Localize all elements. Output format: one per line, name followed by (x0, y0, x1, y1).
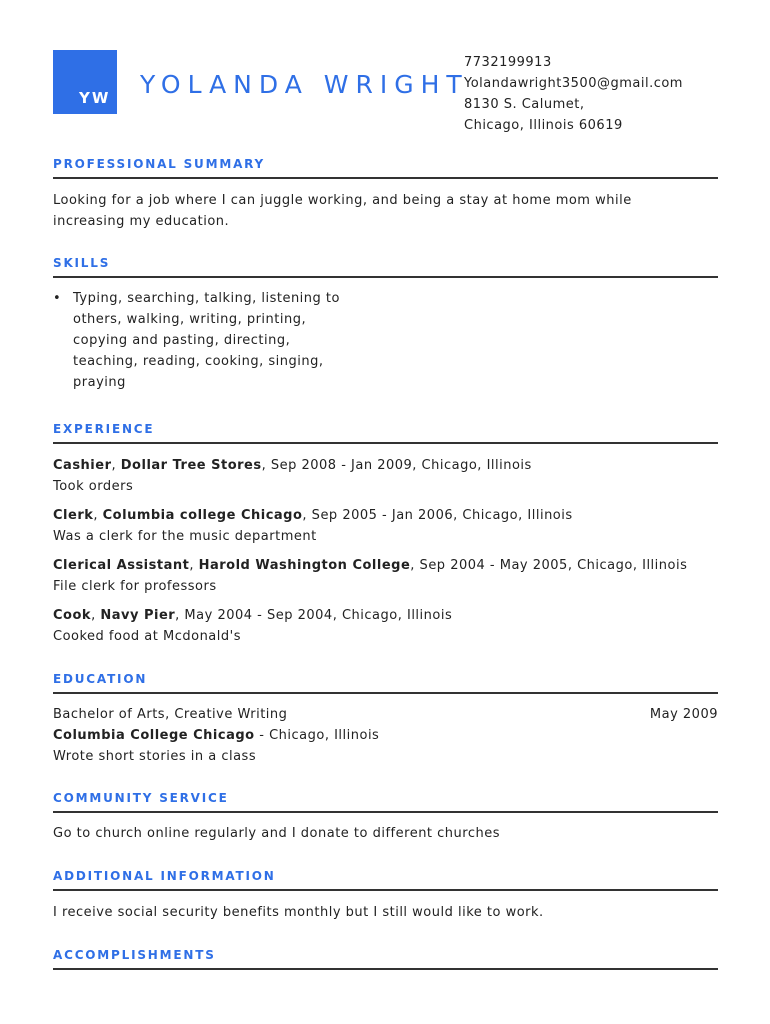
skills-line: copying and pasting, directing, (73, 333, 291, 348)
community-service-section (53, 791, 718, 844)
experience-heading (53, 555, 718, 576)
initials-logo (53, 50, 117, 114)
candidate-name: YOLANDA WRIGHT (140, 70, 469, 99)
job-role: Cook (53, 608, 92, 623)
address-line-1: 8130 S. Calumet, (464, 97, 585, 112)
section-title: EXPERIENCE (53, 422, 155, 436)
skills-line: praying (73, 375, 126, 390)
section-divider (53, 692, 718, 694)
summary-line: increasing my education. (53, 214, 230, 229)
skills-line: Typing, searching, talking, listening to (73, 291, 340, 306)
experience-heading (53, 455, 718, 476)
experience-entry (53, 505, 718, 547)
education-note: Wrote short stories in a class (53, 749, 257, 764)
school-name: Columbia College Chicago (53, 728, 255, 743)
section-title: PROFESSIONAL SUMMARY (53, 157, 266, 171)
employer: Harold Washington College (198, 558, 411, 573)
separator: , (93, 508, 103, 523)
employer: Navy Pier (100, 608, 176, 623)
job-description: Took orders (53, 479, 134, 494)
experience-heading (53, 505, 718, 526)
section-title: ACCOMPLISHMENTS (53, 948, 216, 962)
job-role: Clerk (53, 508, 94, 523)
education-entry (53, 704, 718, 767)
separator: , (189, 558, 199, 573)
section-title: EDUCATION (53, 672, 148, 686)
additional-information-section (53, 869, 718, 923)
section-divider (53, 177, 718, 179)
section-divider (53, 442, 718, 444)
graduation-date: May 2009 (649, 707, 718, 722)
phone-number: 7732199913 (464, 55, 552, 70)
section-divider (53, 276, 718, 278)
initials-text: YW (79, 89, 111, 107)
summary-line: Looking for a job where I can juggle working, and being a stay at home mom while (53, 193, 632, 208)
job-meta: , Sep 2008 - Jan 2009, Chicago, Illinois (261, 458, 532, 473)
job-description: Cooked food at Mcdonald's (53, 629, 241, 644)
school-location: - Chicago, Illinois (254, 728, 380, 743)
skills-text (73, 288, 340, 393)
section-title: COMMUNITY SERVICE (53, 791, 229, 805)
skills-line: others, walking, writing, printing, (73, 312, 307, 327)
skills-section (53, 256, 718, 393)
employer: Dollar Tree Stores (120, 458, 262, 473)
section-title: ADDITIONAL INFORMATION (53, 869, 276, 883)
section-divider (53, 889, 718, 891)
experience-entry (53, 605, 718, 647)
skills-list-item (53, 288, 353, 393)
email-address: Yolandawright3500@gmail.com (464, 76, 683, 91)
section-divider (53, 811, 718, 813)
education-section (53, 672, 718, 767)
job-role: Cashier (53, 458, 112, 473)
experience-heading (53, 605, 718, 626)
section-divider (53, 968, 718, 970)
skills-line: teaching, reading, cooking, singing, (73, 354, 324, 369)
education-row (53, 704, 718, 725)
experience-entry (53, 555, 718, 597)
address-line-2: Chicago, Illinois 60619 (464, 118, 623, 133)
accomplishments-section (53, 948, 718, 970)
separator: , (91, 608, 101, 623)
job-meta: , Sep 2004 - May 2005, Chicago, Illinois (410, 558, 688, 573)
community-text: Go to church online regularly and I donate to different churches (53, 826, 501, 841)
employer: Columbia college Chicago (102, 508, 303, 523)
job-role: Clerical Assistant (53, 558, 190, 573)
contact-block (464, 52, 683, 136)
job-description: File clerk for professors (53, 579, 217, 594)
experience-section (53, 422, 718, 655)
summary-text (53, 190, 718, 232)
additional-text: I receive social security benefits monthly but I still would like to work. (53, 905, 544, 920)
separator: , (111, 458, 121, 473)
professional-summary-section (53, 157, 718, 232)
job-meta: , Sep 2005 - Jan 2006, Chicago, Illinois (302, 508, 573, 523)
job-description: Was a clerk for the music department (53, 529, 317, 544)
job-meta: , May 2004 - Sep 2004, Chicago, Illinois (175, 608, 453, 623)
experience-entry (53, 455, 718, 497)
bullet-icon: • (53, 291, 62, 306)
section-title: SKILLS (53, 256, 111, 270)
school-line (53, 725, 718, 746)
degree: Bachelor of Arts, Creative Writing (53, 707, 288, 722)
